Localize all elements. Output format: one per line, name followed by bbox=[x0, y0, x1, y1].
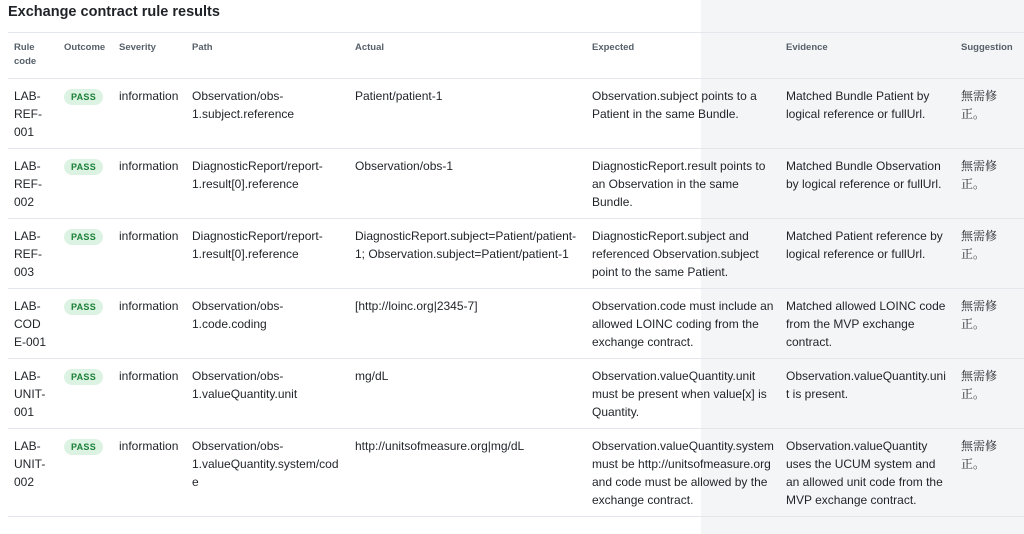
header-row bbox=[8, 33, 1024, 79]
suggestion-cell bbox=[955, 429, 1024, 517]
table-row bbox=[8, 289, 1024, 359]
evidence-cell: Matched Patient reference by logical reference or fullUrl. bbox=[780, 219, 955, 289]
rule-code-cell bbox=[8, 149, 58, 219]
column-header-severity: Severity bbox=[113, 33, 186, 79]
rule-code-cell bbox=[8, 429, 58, 517]
outcome-cell bbox=[58, 79, 113, 149]
suggestion-text: 無需修正。 bbox=[961, 89, 998, 121]
evidence-cell: Matched Bundle Patient by logical reference or fullUrl. bbox=[780, 79, 955, 149]
suggestion-text: 無需修正。 bbox=[961, 159, 998, 191]
evidence-cell: Observation.valueQuantity uses the UCUM system and an allowed unit code from the MVP exchange contract. bbox=[780, 429, 955, 517]
suggestion-text: 無需修正。 bbox=[961, 299, 998, 331]
path-cell: DiagnosticReport/report-1.result[0].reference bbox=[186, 219, 349, 289]
rule-code: LAB-REF-002 bbox=[14, 159, 42, 209]
column-header-expected: Expected bbox=[586, 33, 780, 79]
column-header-actual: Actual bbox=[349, 33, 586, 79]
table-row bbox=[8, 79, 1024, 149]
outcome-cell bbox=[58, 149, 113, 219]
actual-cell: mg/dL bbox=[349, 359, 586, 429]
table-header bbox=[8, 33, 1024, 79]
table-row bbox=[8, 219, 1024, 289]
table-row bbox=[8, 359, 1024, 429]
path-cell: Observation/obs-1.subject.reference bbox=[186, 79, 349, 149]
suggestion-text: 無需修正。 bbox=[961, 439, 998, 471]
rule-code: LAB-UNIT-001 bbox=[14, 369, 46, 419]
rule-code: LAB-UNIT-002 bbox=[14, 439, 46, 489]
section-title: Exchange contract rule results bbox=[8, 4, 220, 20]
actual-cell: [http://loinc.org|2345-7] bbox=[349, 289, 586, 359]
pass-badge: PASS bbox=[64, 369, 103, 385]
severity-cell: information bbox=[113, 79, 186, 149]
suggestion-cell bbox=[955, 289, 1024, 359]
evidence-cell: Matched Bundle Observation by logical reference or fullUrl. bbox=[780, 149, 955, 219]
column-header-rule-code bbox=[8, 33, 58, 79]
outcome-cell bbox=[58, 289, 113, 359]
actual-cell: Patient/patient-1 bbox=[349, 79, 586, 149]
column-header-suggestion: Suggestion bbox=[955, 33, 1024, 79]
path-cell: Observation/obs-1.code.coding bbox=[186, 289, 349, 359]
severity-cell: information bbox=[113, 149, 186, 219]
rule-code-cell bbox=[8, 289, 58, 359]
suggestion-text: 無需修正。 bbox=[961, 369, 998, 401]
expected-cell: DiagnosticReport.result points to an Observation in the same Bundle. bbox=[586, 149, 780, 219]
suggestion-text: 無需修正。 bbox=[961, 229, 998, 261]
path-cell: DiagnosticReport/report-1.result[0].reference bbox=[186, 149, 349, 219]
evidence-cell: Observation.valueQuantity.unit is present. bbox=[780, 359, 955, 429]
rule-results-table bbox=[8, 32, 1024, 517]
expected-cell: Observation.code must include an allowed LOINC coding from the exchange contract. bbox=[586, 289, 780, 359]
pass-badge: PASS bbox=[64, 229, 103, 245]
column-header-rule-code-label: Rule code bbox=[14, 42, 37, 67]
results-section bbox=[8, 0, 1024, 517]
suggestion-cell bbox=[955, 219, 1024, 289]
outcome-cell bbox=[58, 219, 113, 289]
outcome-cell bbox=[58, 359, 113, 429]
pass-badge: PASS bbox=[64, 89, 103, 105]
rule-code-cell bbox=[8, 359, 58, 429]
severity-cell: information bbox=[113, 219, 186, 289]
rule-code-cell bbox=[8, 219, 58, 289]
column-header-path: Path bbox=[186, 33, 349, 79]
pass-badge: PASS bbox=[64, 439, 103, 455]
actual-cell: Observation/obs-1 bbox=[349, 149, 586, 219]
expected-cell: DiagnosticReport.subject and referenced Observation.subject point to the same Patient. bbox=[586, 219, 780, 289]
table-body bbox=[8, 79, 1024, 517]
table-row bbox=[8, 149, 1024, 219]
path-cell: Observation/obs-1.valueQuantity.system/code bbox=[186, 429, 349, 517]
severity-cell: information bbox=[113, 359, 186, 429]
severity-cell: information bbox=[113, 289, 186, 359]
rule-code-cell bbox=[8, 79, 58, 149]
evidence-cell: Matched allowed LOINC code from the MVP exchange contract. bbox=[780, 289, 955, 359]
pass-badge: PASS bbox=[64, 159, 103, 175]
table-row bbox=[8, 429, 1024, 517]
rule-code: LAB-REF-003 bbox=[14, 229, 42, 279]
suggestion-cell bbox=[955, 359, 1024, 429]
suggestion-cell bbox=[955, 149, 1024, 219]
outcome-cell bbox=[58, 429, 113, 517]
column-header-evidence: Evidence bbox=[780, 33, 955, 79]
path-cell: Observation/obs-1.valueQuantity.unit bbox=[186, 359, 349, 429]
suggestion-cell bbox=[955, 79, 1024, 149]
severity-cell: information bbox=[113, 429, 186, 517]
rule-code: LAB-CODE-001 bbox=[14, 299, 47, 349]
expected-cell: Observation.subject points to a Patient in the same Bundle. bbox=[586, 79, 780, 149]
actual-cell: http://unitsofmeasure.org|mg/dL bbox=[349, 429, 586, 517]
expected-cell: Observation.valueQuantity.unit must be present when value[x] is Quantity. bbox=[586, 359, 780, 429]
rule-code: LAB-REF-001 bbox=[14, 89, 42, 139]
pass-badge: PASS bbox=[64, 299, 103, 315]
column-header-outcome: Outcome bbox=[58, 33, 113, 79]
expected-cell: Observation.valueQuantity.system must be http://unitsofmeasure.org and code must be allowed by the exchange contract. bbox=[586, 429, 780, 517]
actual-cell: DiagnosticReport.subject=Patient/patient-1; Observation.subject=Patient/patient-1 bbox=[349, 219, 586, 289]
